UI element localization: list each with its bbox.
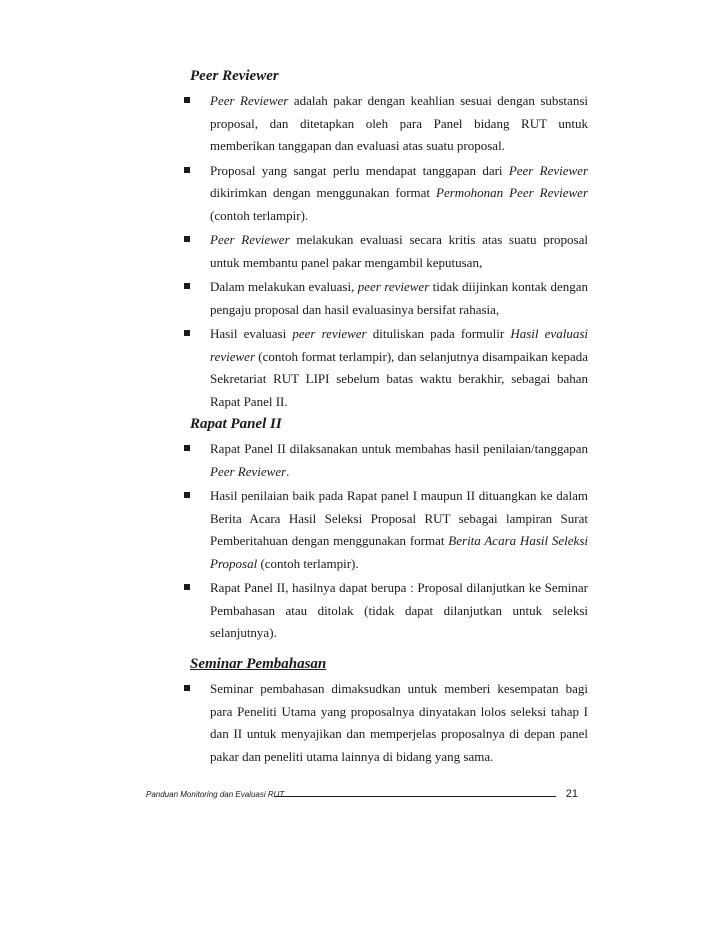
list-item [190, 678, 588, 768]
text: tidak diijinkan kontak dengan pengaju proposal dan hasil evaluasinya bersifat rahasia, [210, 279, 588, 317]
square-bullet-icon [184, 97, 190, 103]
text: dituliskan pada formulir [366, 326, 511, 341]
square-bullet-icon [184, 236, 190, 242]
section-rapat-panel-ii [190, 414, 588, 647]
italic-text: Peer Reviewer [210, 463, 287, 479]
square-bullet-icon [184, 584, 190, 590]
text: dikirimkan dengan menggunakan format [210, 185, 437, 200]
list-item [190, 90, 588, 158]
text: Hasil penilaian baik pada Rapat panel I maupun II dituangkan ke dalam Berita Acara Hasil Seleksi Proposal RUT sebagai lampiran Surat Pemberitahuan dengan menggunakan format [210, 488, 588, 548]
text: Proposal yang sangat perlu mendapat tanggapan dari [210, 162, 509, 178]
text: Dalam melakukan evaluasi, [210, 279, 358, 294]
section-seminar-pembahasan [190, 654, 588, 770]
text: melakukan evaluasi secara kritis atas suatu proposal untuk membantu panel pakar mengambil keputusan, [210, 232, 588, 270]
italic-text: peer reviewer [357, 279, 430, 294]
square-bullet-icon [184, 283, 190, 289]
list-item [190, 229, 588, 274]
square-bullet-icon [184, 685, 190, 691]
section-heading: Seminar Pembahasan [190, 656, 327, 672]
list-item [190, 323, 588, 413]
list-item [190, 485, 588, 575]
page-footer [146, 788, 586, 804]
footer-title: Panduan Monitoring dan Evaluasi RUT [146, 790, 285, 799]
bullet-list [190, 438, 588, 645]
list-item [190, 160, 588, 228]
text: (contoh terlampir). [257, 555, 359, 571]
square-bullet-icon [184, 167, 190, 173]
text: Rapat Panel II dilaksanakan untuk membahas hasil penilaian/tanggapan [210, 441, 588, 456]
italic-text: Peer Reviewer [210, 232, 290, 247]
list-item [190, 276, 588, 321]
footer-rule [274, 796, 556, 797]
text: Seminar pembahasan dimaksudkan untuk memberi kesempatan bagi para Peneliti Utama yang proposalnya dinyatakan lolos seleksi tahap I dan II untuk menyajikan dan memperjelas proposalnya di depan panel pakar dan peneliti utama lainnya di bidang yang sama. [210, 681, 588, 764]
square-bullet-icon [184, 492, 190, 498]
list-item [190, 577, 588, 645]
text: . [286, 463, 290, 479]
italic-text: Peer Reviewer [210, 93, 289, 108]
section-peer-reviewer [190, 66, 588, 415]
list-item [190, 438, 588, 483]
bullet-list [190, 678, 588, 768]
bullet-list [190, 90, 588, 413]
italic-text: peer reviewer [292, 326, 367, 341]
text: (contoh format terlampir), dan selanjutnya disampaikan kepada Sekretariat RUT LIPI sebelum batas waktu berakhir, sebagai bahan Rapat Panel II. [210, 348, 588, 409]
section-heading: Peer Reviewer [190, 68, 279, 84]
square-bullet-icon [184, 330, 190, 336]
text: (contoh terlampir). [210, 207, 309, 223]
text: Rapat Panel II, hasilnya dapat berupa : Proposal dilanjutkan ke Seminar Pembahasan atau ditolak (tidak dapat dilanjutkan untuk seleksi selanjutnya). [210, 580, 588, 640]
text: adalah pakar dengan keahlian sesuai dengan substansi proposal, dan ditetapkan oleh para Panel bidang RUT untuk memberikan tanggapan dan evaluasi atas suatu proposal. [210, 93, 588, 153]
square-bullet-icon [184, 445, 190, 451]
italic-text: Permohonan Peer Reviewer [436, 185, 588, 200]
italic-text: Berita Acara Hasil Seleksi Proposal [210, 533, 588, 571]
italic-text: Hasil evaluasi reviewer [210, 326, 588, 364]
section-heading: Rapat Panel II [190, 416, 282, 432]
page-number: 21 [565, 788, 578, 800]
text: Hasil evaluasi [210, 326, 293, 341]
italic-text: Peer Reviewer [508, 162, 589, 178]
